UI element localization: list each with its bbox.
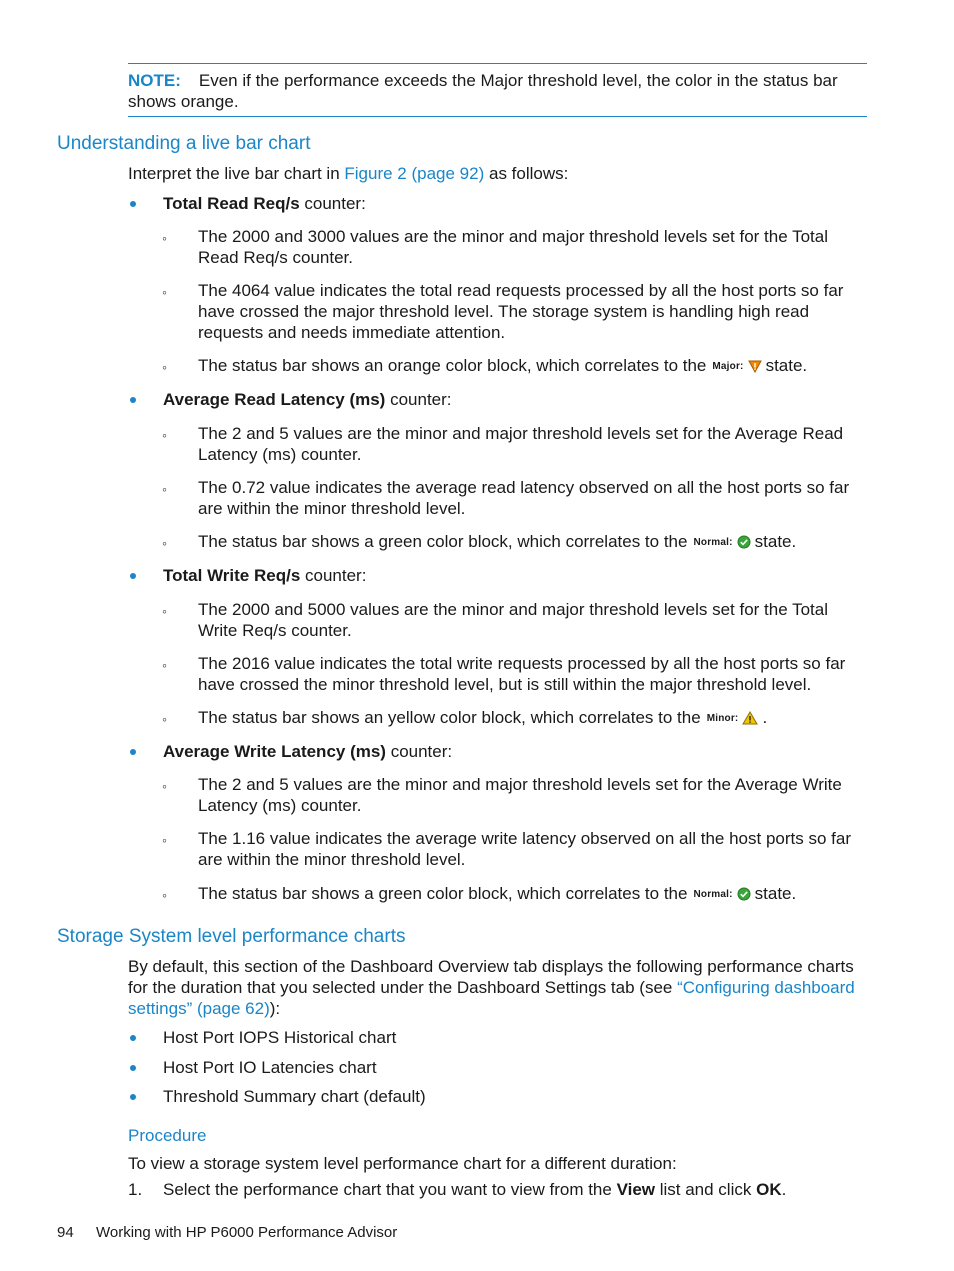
bullet-dot xyxy=(130,749,136,755)
note-label: NOTE: xyxy=(128,71,181,90)
bullet-dot xyxy=(130,201,136,207)
major-warning-icon xyxy=(748,359,762,373)
footer-title: Working with HP P6000 Performance Advisor xyxy=(96,1224,398,1241)
page-number: 94 xyxy=(57,1224,74,1241)
sub-item-status xyxy=(198,883,868,905)
sub-item-text: The 2000 and 5000 values are the minor and major threshold levels set for the Total Write Req/s counter. xyxy=(198,600,829,640)
bullet-dot xyxy=(130,397,136,403)
major-badge-label: Major: xyxy=(712,361,744,372)
counter-suffix: counter: xyxy=(299,194,366,213)
minor-badge-label: Minor: xyxy=(706,713,739,724)
sub-item-text: The 2000 and 3000 values are the minor and major threshold levels set for the Total Read Req/s counter. xyxy=(198,227,829,267)
procedure-intro: To view a storage system level performance chart for a different duration: xyxy=(128,1154,677,1173)
bullet-dot xyxy=(130,573,136,579)
step-text-mid: list and click xyxy=(655,1180,757,1199)
note-text: Even if the performance exceeds the Major threshold level, the color in the status bar shows orange. xyxy=(128,71,838,111)
bullet-dot xyxy=(130,1094,136,1100)
step-number: 1. xyxy=(128,1180,143,1199)
status-text: The status bar shows an orange color block, which correlates to the xyxy=(198,356,707,375)
list-item: Threshold Summary chart (default) xyxy=(163,1087,426,1106)
intro-text-end: ): xyxy=(269,999,281,1018)
note-box xyxy=(128,63,867,117)
list-item: Host Port IO Latencies chart xyxy=(163,1058,377,1077)
sub-bullet-mark: ◦ xyxy=(162,657,167,673)
sub-bullet-mark: ◦ xyxy=(162,427,167,443)
sub-item-status xyxy=(198,355,868,377)
status-text-end: state. xyxy=(754,884,797,903)
sub-item-text: The 2016 value indicates the total write requests processed by all the host ports so far have crossed the minor threshold level, but is still within the major threshold level. xyxy=(198,654,846,694)
procedure-heading: Procedure xyxy=(128,1126,207,1145)
view-list-label: View xyxy=(616,1180,655,1199)
intro-text: By default, this section of the Dashboard Overview tab displays the following performance charts for the duration that you selected under the Dashboard Settings tab (see xyxy=(128,957,854,997)
sub-bullet-mark: ◦ xyxy=(162,535,167,551)
list-item-total-read xyxy=(163,193,863,214)
sub-item-text: The 2 and 5 values are the minor and major threshold levels set for the Average Read Latency (ms) counter. xyxy=(198,424,844,464)
list-item-total-write xyxy=(163,565,863,586)
bullet-dot xyxy=(130,1065,136,1071)
intro-text: Interpret the live bar chart in xyxy=(128,164,345,183)
sub-item-text: The 0.72 value indicates the average read latency observed on all the host ports so far are within the minor threshold level. xyxy=(198,478,850,518)
list-item: Host Port IOPS Historical chart xyxy=(163,1028,397,1047)
counter-name: Average Read Latency (ms) xyxy=(163,390,386,409)
section-heading-live-bar-chart: Understanding a live bar chart xyxy=(57,133,311,154)
normal-check-icon xyxy=(737,535,751,549)
step-text-start: Select the performance chart that you want to view from the xyxy=(163,1180,617,1199)
sub-bullet-mark: ◦ xyxy=(162,284,167,300)
bullet-dot xyxy=(130,1035,136,1041)
status-text: The status bar shows a green color block, which correlates to the xyxy=(198,532,688,551)
sub-bullet-mark: ◦ xyxy=(162,832,167,848)
config-dashboard-link[interactable]: “Configuring dashboard settings” (page 62) xyxy=(128,978,855,1018)
status-text-end: . xyxy=(762,708,768,727)
sub-bullet-mark: ◦ xyxy=(162,603,167,619)
step-text xyxy=(163,1179,863,1200)
list-item-avg-write-latency xyxy=(163,741,863,762)
sub-bullet-mark: ◦ xyxy=(162,481,167,497)
sub-bullet-mark: ◦ xyxy=(162,230,167,246)
step-text-end: . xyxy=(781,1180,787,1199)
sub-item-status xyxy=(198,707,868,729)
counter-suffix: counter: xyxy=(385,390,452,409)
section2-intro xyxy=(128,956,868,1019)
counter-name: Average Write Latency (ms) xyxy=(163,742,386,761)
sub-bullet-mark: ◦ xyxy=(162,359,167,375)
sub-item-text: The 2 and 5 values are the minor and major threshold levels set for the Average Write Latency (ms) counter. xyxy=(198,775,842,815)
sub-bullet-mark: ◦ xyxy=(162,711,167,727)
sub-item-text: The 4064 value indicates the total read requests processed by all the host ports so far have crossed the major threshold level. The storage system is handling high read requests and needs immediate attention. xyxy=(198,281,844,342)
status-text-end: state. xyxy=(754,532,797,551)
normal-badge-label: Normal: xyxy=(693,889,733,900)
minor-warning-icon xyxy=(742,711,758,725)
status-text: The status bar shows a green color block, which correlates to the xyxy=(198,884,688,903)
sub-item-text: The 1.16 value indicates the average write latency observed on all the host ports so far are within the minor threshold level. xyxy=(198,829,851,869)
section1-intro xyxy=(128,163,868,184)
list-item-avg-read-latency xyxy=(163,389,863,410)
status-text: The status bar shows an yellow color block, which correlates to the xyxy=(198,708,701,727)
counter-name: Total Read Req/s xyxy=(163,194,300,213)
counter-name: Total Write Req/s xyxy=(163,566,301,585)
intro-text-end: as follows: xyxy=(484,164,569,183)
sub-bullet-mark: ◦ xyxy=(162,778,167,794)
ok-label: OK xyxy=(756,1180,782,1199)
normal-badge-label: Normal: xyxy=(693,537,733,548)
counter-suffix: counter: xyxy=(385,742,453,761)
counter-suffix: counter: xyxy=(300,566,367,585)
sub-bullet-mark: ◦ xyxy=(162,887,167,903)
status-text-end: state. xyxy=(765,356,808,375)
figure-link[interactable]: Figure 2 (page 92) xyxy=(344,164,485,183)
sub-item-status xyxy=(198,531,868,553)
section-heading-storage-charts: Storage System level performance charts xyxy=(57,926,406,947)
normal-check-icon xyxy=(737,887,751,901)
